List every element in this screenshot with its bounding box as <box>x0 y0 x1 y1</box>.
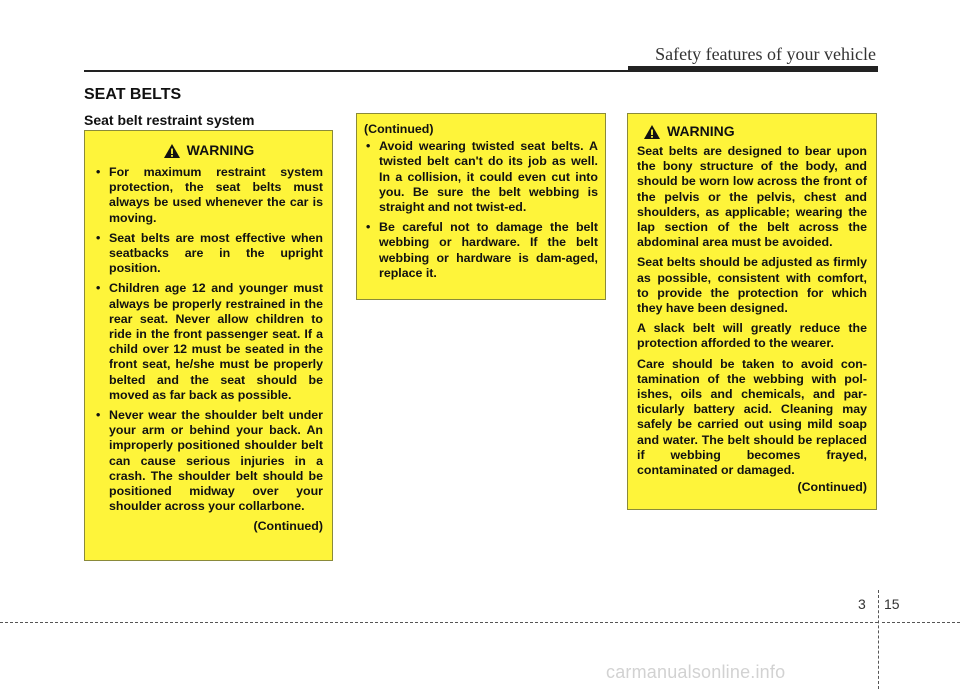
subsection-title: Seat belt restraint system <box>84 112 255 128</box>
list-item: • Children age 12 and younger must always be properly restrained in the rear seat. Never allow children to ride in the front passenger seat. If a child over 12 must be seated in the front seat, he/she must be properly belted and the seat should be moved as far back as possible. <box>94 281 323 403</box>
chapter-title: Safety features of your vehicle <box>655 44 876 64</box>
warning-paragraph: Seat belts are designed to bear upon the bony structure of the body, and should be worn low across the front of the pelvis or the pelvis, chest and shoulders, as applicable; wearing the lap section of the belt across the abdominal area must be avoided. <box>637 144 867 250</box>
warning-box-3 <box>627 113 877 510</box>
warning-list <box>364 139 598 281</box>
chapter-number: 3 <box>858 596 866 612</box>
footer-divider <box>878 590 879 689</box>
continued-label: (Continued) <box>253 519 323 534</box>
warning-label: WARNING <box>186 142 255 159</box>
warning-list <box>94 165 323 514</box>
page-number: 15 <box>884 596 900 612</box>
warning-triangle-icon <box>163 143 181 159</box>
header-rule-accent <box>628 66 878 72</box>
warning-heading <box>637 124 867 140</box>
list-item: • Seat belts are most effective when seatbacks are in the upright position. <box>94 231 323 277</box>
warning-paragraph: Care should be taken to avoid con-tamination of the webbing with pol-ishes, oils and chemicals, and par-ticularly battery acid. Cleaning may safely be carried out using mild soap and water. The belt should be replaced if webbing becomes frayed, contaminated or damaged. <box>637 356 867 478</box>
list-item: • Avoid wearing twisted seat belts. A twisted belt can't do its job as well. In a collision, it could even cut into you. Be sure the belt webbing is straight and not twist-ed. <box>364 139 598 215</box>
list-item: • Never wear the shoulder belt under your arm or behind your back. An improperly positioned shoulder belt can cause serious injuries in a crash. The shoulder belt should be positioned midway over your shoulder across your collarbone. <box>94 408 323 514</box>
list-item: • For maximum restraint system protection, the seat belts must always be used whenever the car is moving. <box>94 165 323 226</box>
warning-box-1 <box>84 130 333 561</box>
continued-heading: (Continued) <box>364 122 434 136</box>
footer-rule <box>0 622 878 623</box>
continued-label: (Continued) <box>797 480 867 495</box>
list-item: • Be careful not to damage the belt webbing or hardware. If the belt webbing or hardware is dam-aged, replace it. <box>364 220 598 281</box>
warning-paragraph: Seat belts should be adjusted as firmly as possible, consistent with comfort, to provide the protection for which they have been designed. <box>637 255 867 316</box>
section-title: SEAT BELTS <box>84 86 182 103</box>
warning-heading <box>94 143 323 159</box>
footer-rule <box>882 622 960 623</box>
warning-triangle-icon <box>643 124 661 140</box>
warning-box-2 <box>356 113 606 300</box>
warning-label: WARNING <box>667 123 735 140</box>
warning-paragraph: A slack belt will greatly reduce the protection afforded to the wearer. <box>637 321 867 351</box>
watermark: carmanualsonline.info <box>606 662 786 682</box>
